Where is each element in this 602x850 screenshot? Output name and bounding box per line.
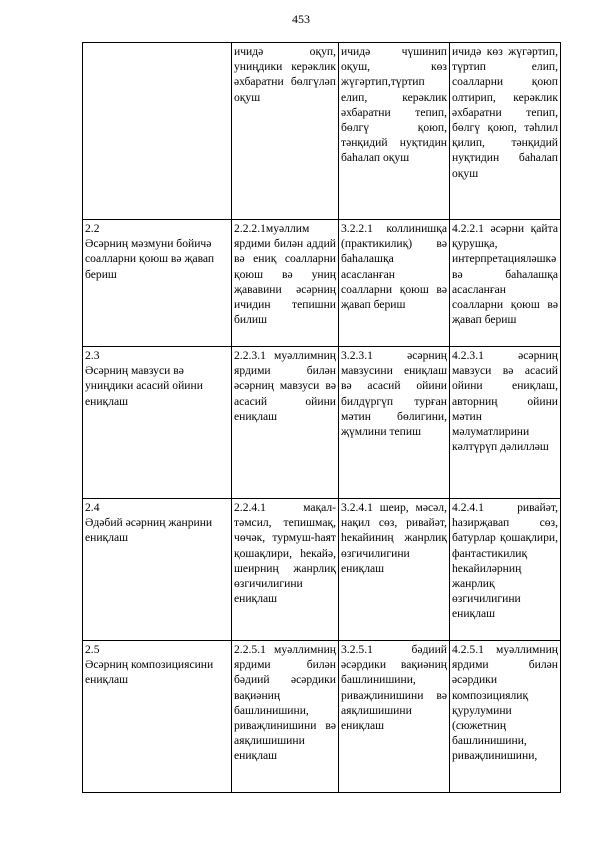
page-number: 453 [292, 12, 310, 26]
table-row [83, 347, 561, 499]
table-row [83, 220, 561, 347]
topic-cell: 2.4 Әдәбий әсәрниң жанрини ениқлаш [83, 499, 232, 641]
curriculum-table [82, 42, 561, 793]
grade3-cell: ичидә чүшинип оқуш, көз жүгәртип,түртип елип, керәклик әхбаратни тепип, бөлгү қоюп, тәнқидий нуқтидин баһалап оқуш [339, 43, 450, 220]
grade4-cell: 4.2.3.1 әсәрниң мавзуси вә асасий ойини ениқлаш, авторниң ойини мәтин мәлуматлирини кәлтүрүп дәлилләш [450, 347, 561, 499]
grade4-cell: ичидә көз жүгәртип, түртип елип, соалларни қоюп олтирип, керәклик әхбаратни тепип, бөлгү қоюп, тәһлил қилип, тәнқидий нуқтидин баһалап оқуш [450, 43, 561, 220]
topic-cell: 2.5 Әсәрниң композициясини ениқлаш [83, 641, 232, 793]
topic-cell: 2.3 Әсәрниң мавзуси вә униңдики асасий ойини ениқлаш [83, 347, 232, 499]
grade2-cell: 2.2.2.1муәллим ярдими билән аддий вә ениқ соалларни қоюш вә униң җававини әсәрниң ичидин тепишни билиш [232, 220, 339, 347]
grade4-cell: 4.2.2.1 әсәрни қайта қурушқа, интерпретацияләшкә вә баһалашқа асасланған соалларни қоюш вә җавап бериш [450, 220, 561, 347]
grade2-cell: 2.2.4.1 мақал-тәмсил, тепишмақ, чөчәк, турмуш-һаят қошақлири, һекайә, шеирниң жанрлиқ өзгичилигини ениқлаш [232, 499, 339, 641]
grade3-cell: 3.2.5.1 бәдиий әсәрдики вақиәниң башлинишини, риваҗлинишини вә аяқлишишини ениқлаш [339, 641, 450, 793]
table-row [83, 43, 561, 220]
grade3-cell: 3.2.4.1 шеир, мәсәл, нақил сөз, ривайәт, һекайиниң жанрлиқ өзгичилигини ениқлаш [339, 499, 450, 641]
grade3-cell: 3.2.3.1 әсәрниң мавзусини ениқлаш вә асасий ойини билдүргүп турған мәтин бөлигини, җүмлини тепиш [339, 347, 450, 499]
grade3-cell: 3.2.2.1 коллинишқа (практикилиқ) вә баһалашқа асасланған соалларни қоюш вә җавап бериш [339, 220, 450, 347]
topic-cell [83, 43, 232, 220]
grade2-cell: ичидә оқуп, униңдики керәклик әхбаратни бөлгүләп оқуш [232, 43, 339, 220]
table-row [83, 641, 561, 793]
grade2-cell: 2.2.3.1 муәллимниң ярдими билән әсәрниң мавзуси вә асасий ойини ениқлаш [232, 347, 339, 499]
grade4-cell: 4.2.5.1 муәллимниң ярдими билән әсәрдики композициялиқ қурулумини (сюжетниң башлинишини, риваҗлинишини, [450, 641, 561, 793]
topic-cell: 2.2 Әсәрниң мәзмуни бойичә соалларни қоюш вә җавап бериш [83, 220, 232, 347]
grade2-cell: 2.2.5.1 муәллимниң ярдими билән бәдиий әсәрдики вақиәниң башлинишини, риваҗлинишини вә аяқлишишини ениқлаш [232, 641, 339, 793]
table-row [83, 499, 561, 641]
grade4-cell: 4.2.4.1 ривайәт, һазирҗавап сөз, батурлар қошақлири, фантастикилиқ һекайиләрниң жанрлиқ өзгичилигини ениқлаш [450, 499, 561, 641]
